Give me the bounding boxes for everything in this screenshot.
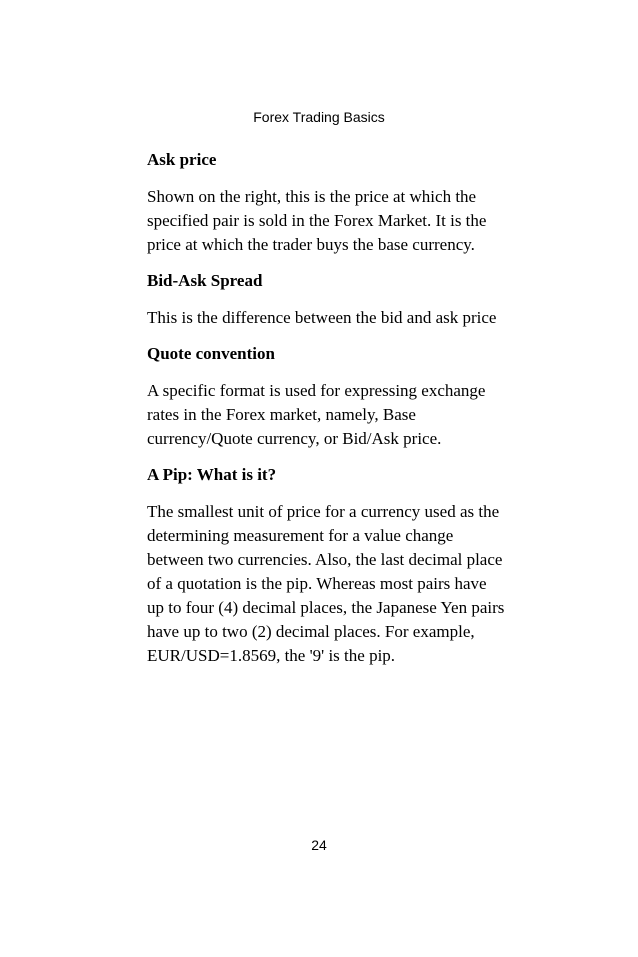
running-header: Forex Trading Basics — [253, 109, 385, 125]
section-pip — [147, 463, 507, 668]
section-ask-price — [147, 148, 507, 257]
page-number: 24 — [311, 837, 327, 853]
section-quote-convention — [147, 342, 507, 451]
page-content — [147, 148, 507, 680]
section-heading: Quote convention — [147, 344, 275, 363]
section-body: The smallest unit of price for a currency used as the determining measurement for a value change between two currencies. Also, the last decimal place of a quotation is the pip. Whereas most pairs have up to four (4) decimal places, the Japanese Yen pairs have up to two (2) decimal places. For example, EUR/USD=1.8569, the '9' is the pip. — [147, 502, 505, 665]
section-body: A specific format is used for expressing exchange rates in the Forex market, namely, Base currency/Quote currency, or Bid/Ask price. — [147, 381, 486, 448]
section-heading: Bid-Ask Spread — [147, 271, 263, 290]
section-heading: Ask price — [147, 150, 217, 169]
section-heading: A Pip: What is it? — [147, 465, 277, 484]
section-body: This is the difference between the bid and ask price — [147, 308, 497, 327]
section-bid-ask-spread — [147, 269, 507, 330]
section-body: Shown on the right, this is the price at which the specified pair is sold in the Forex Market. It is the price at which the trader buys the base currency. — [147, 187, 487, 254]
